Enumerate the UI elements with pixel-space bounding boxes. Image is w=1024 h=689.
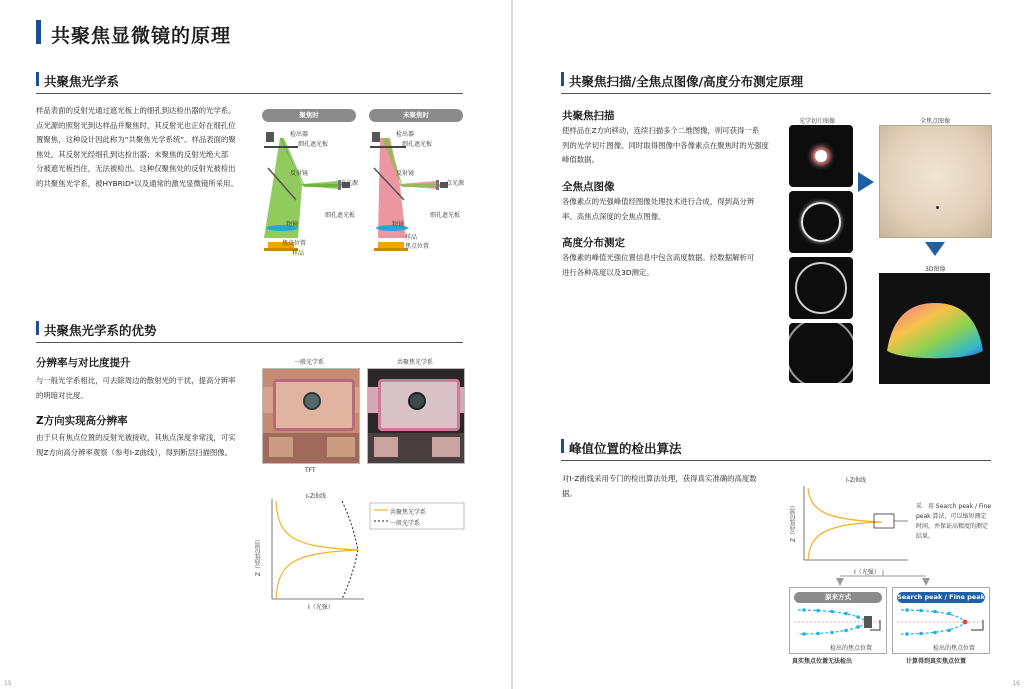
search-peak-pill: Search peak / Fine peak (897, 593, 985, 601)
legend-general: 一般光学系 (390, 520, 421, 527)
label-sample: 样品 (405, 234, 418, 241)
text-line: 分被遮光板挡住，无法被检出。这种仅聚焦处的反射光被检出 (36, 164, 236, 174)
conventional-method-box (789, 587, 887, 654)
slice-images-label: 光学切片图像 (799, 118, 836, 125)
text-line: 对I-Z曲线采用专门的检出算法处理，获得真实准确的高度数 (562, 474, 757, 483)
text-line: 采 用 Search peak / Fine (916, 503, 992, 510)
label-detector: 检出器 (396, 131, 415, 138)
text-line: 据。 (562, 488, 577, 498)
slice-image-3 (789, 257, 853, 319)
confocal-curve (276, 501, 358, 599)
section-rule (36, 93, 463, 94)
3d-image-label: 3D图像 (925, 266, 946, 273)
section-accent-bar (36, 321, 39, 335)
page-number-left: 15 (4, 680, 12, 687)
label-detector: 检出器 (290, 131, 309, 138)
unfocused-label: 未聚焦时 (369, 109, 463, 122)
focused-label: 聚焦时 (262, 109, 356, 122)
section-accent-bar (561, 439, 564, 453)
slice-image-1 (789, 125, 853, 187)
iz-curve-title-right: I-Z曲线 (846, 477, 867, 484)
iz-chart-title: I-Z曲线 (306, 493, 327, 500)
label-objective: 物镜 (392, 221, 405, 228)
label-focus-position: 焦点位置 (282, 240, 307, 247)
photo-label-general: 一般光学系 (294, 359, 325, 366)
peak-algorithm-text (562, 472, 776, 501)
resolution-contrast-text (36, 374, 250, 403)
label-pinhole-plate: 细孔遮光板 (325, 212, 356, 219)
section-heading-advantages: 共聚焦光学系的优势 (44, 323, 157, 338)
subheading-resolution-contrast: 分辨率与对比度提升 (36, 357, 131, 369)
peak-iz-curve-chart (798, 484, 910, 564)
slice-image-4 (789, 323, 853, 383)
title-accent-bar (36, 20, 41, 44)
text-line: 结果。 (916, 533, 935, 540)
caption-conventional: 真实焦点位置无法检出 (792, 658, 853, 665)
page-title: 共聚焦显微镜的原理 (51, 25, 232, 47)
section-rule (561, 460, 991, 461)
algorithm-note (916, 502, 992, 542)
text-line: 列的光学切片图像。同时取得图像中各像素点在聚焦时的光强度 (562, 140, 769, 150)
text-line: 现Z方向高分辨率观察（参考I-Z曲线），得到断层扫描图像。 (36, 447, 233, 457)
height-measurement-text (562, 251, 776, 280)
all-focus-text (562, 195, 776, 224)
caption-search-peak: 计算得到真实焦点位置 (906, 658, 967, 665)
arrow-right-icon (858, 172, 874, 192)
conventional-method-pill: 原来方式 (794, 592, 882, 603)
section-heading-scan-principle: 共聚焦扫描/全焦点图像/高度分布测定原理 (569, 74, 804, 89)
text-line: peak 算法，可以缩短测定 (916, 513, 987, 520)
section-heading-confocal-system: 共聚焦光学系 (44, 74, 120, 89)
slice-image-2 (789, 191, 853, 253)
label-mirror: 反射镜 (290, 170, 309, 177)
photo-label-confocal: 共聚焦光学系 (397, 359, 434, 366)
z-resolution-text (36, 431, 250, 460)
label-pinhole-plate: 细孔遮光板 (430, 212, 461, 219)
label-focus-position: 焦点位置 (405, 243, 430, 250)
text-line: 点光源的照射光到达样品并聚焦时，其反射光也正好在细孔位 (36, 120, 236, 130)
label-mirror: 反射镜 (396, 170, 415, 177)
subheading-height-measurement: 高度分布测定 (562, 237, 625, 249)
text-line: 与一般光学系相比，可去除周边的散射光的干扰，提高分辨率 (36, 376, 236, 385)
text-line: 样品表面的反射光通过遮光板上的细孔到达检出器的光学系。 (36, 106, 236, 115)
text-line: 使样品在Z方向移动，连续扫描多个二维图像，则可获得一系 (562, 126, 760, 135)
subheading-z-resolution: Z方向实现高分辨率 (36, 415, 128, 427)
section-rule (36, 342, 463, 343)
section-heading-peak-algorithm: 峰值位置的检出算法 (569, 441, 682, 456)
label-sample: 样品 (292, 250, 305, 257)
text-line: 由于只有焦点位置的反射光被接收，其焦点深度非常浅，可实 (36, 433, 236, 442)
all-focus-image-label: 全焦点图像 (920, 118, 951, 125)
text-line: 焦处，其反射光经细孔到达检出器；未聚焦的反射光绝大部 (36, 149, 229, 159)
tft-photo-confocal (367, 368, 465, 464)
label-pinhole: 细孔遮光板 (298, 141, 329, 148)
label-pinhole: 细孔遮光板 (402, 141, 433, 148)
subheading-confocal-scan: 共聚焦扫描 (562, 110, 615, 122)
3d-height-image (879, 273, 990, 384)
text-line: 峰值数据。 (562, 155, 599, 165)
text-line: 置聚焦，这种设计因此称为“共聚焦光学系统”。样品表面的聚 (36, 135, 236, 145)
confocal-scan-text (562, 124, 776, 168)
arrow-down-icon (925, 242, 945, 256)
tft-photo-general (262, 368, 360, 464)
all-focus-image (879, 125, 992, 238)
text-line: 进行各种高度以及3D测定。 (562, 267, 654, 277)
confocal-system-description (36, 104, 250, 192)
iz-curve-chart (262, 497, 472, 603)
label-objective: 物镜 (286, 221, 299, 228)
label-light-source: 点光源 (340, 180, 359, 187)
section-rule (561, 93, 991, 94)
text-line: 各像素的峰值光强位置信息中包含高度数据。经数据解析可 (562, 253, 755, 262)
text-line: 时间，并保证高精度的测定 (916, 523, 989, 530)
text-line: 各像素点的光强峰值经图像处理技术进行合成，得到高分辨 (562, 197, 755, 206)
peak-iz-xlabel: I（光强） (854, 569, 880, 576)
iz-xlabel: I（光强） (308, 604, 334, 611)
text-line: 的明暗对比度。 (36, 390, 88, 400)
subheading-all-focus: 全焦点图像 (562, 181, 615, 193)
peak-iz-ylabel: Z（高度位置） (790, 502, 797, 543)
branch-arrows (828, 570, 938, 588)
legend-confocal: 共聚焦光学系 (390, 509, 427, 516)
detected-focus-label: 检出的焦点位置 (933, 645, 976, 652)
label-light-source: 点光源 (446, 180, 465, 187)
focused-optics (264, 132, 350, 251)
detected-focus-label: 检出的焦点位置 (830, 645, 873, 652)
text-line: 的共聚焦光学系，被HYBRID*以及通常的激光显微镜所采用。 (36, 178, 238, 188)
text-line: 率、高焦点深度的全焦点图像。 (562, 211, 666, 221)
section-accent-bar (36, 72, 39, 86)
photo-caption-tft: TFT (305, 467, 316, 474)
section-accent-bar (561, 72, 564, 86)
page-number-right: 16 (1012, 680, 1020, 687)
search-peak-method-box (892, 587, 990, 654)
iz-ylabel: Z（高度位置） (255, 536, 262, 577)
page-gutter (511, 0, 513, 689)
